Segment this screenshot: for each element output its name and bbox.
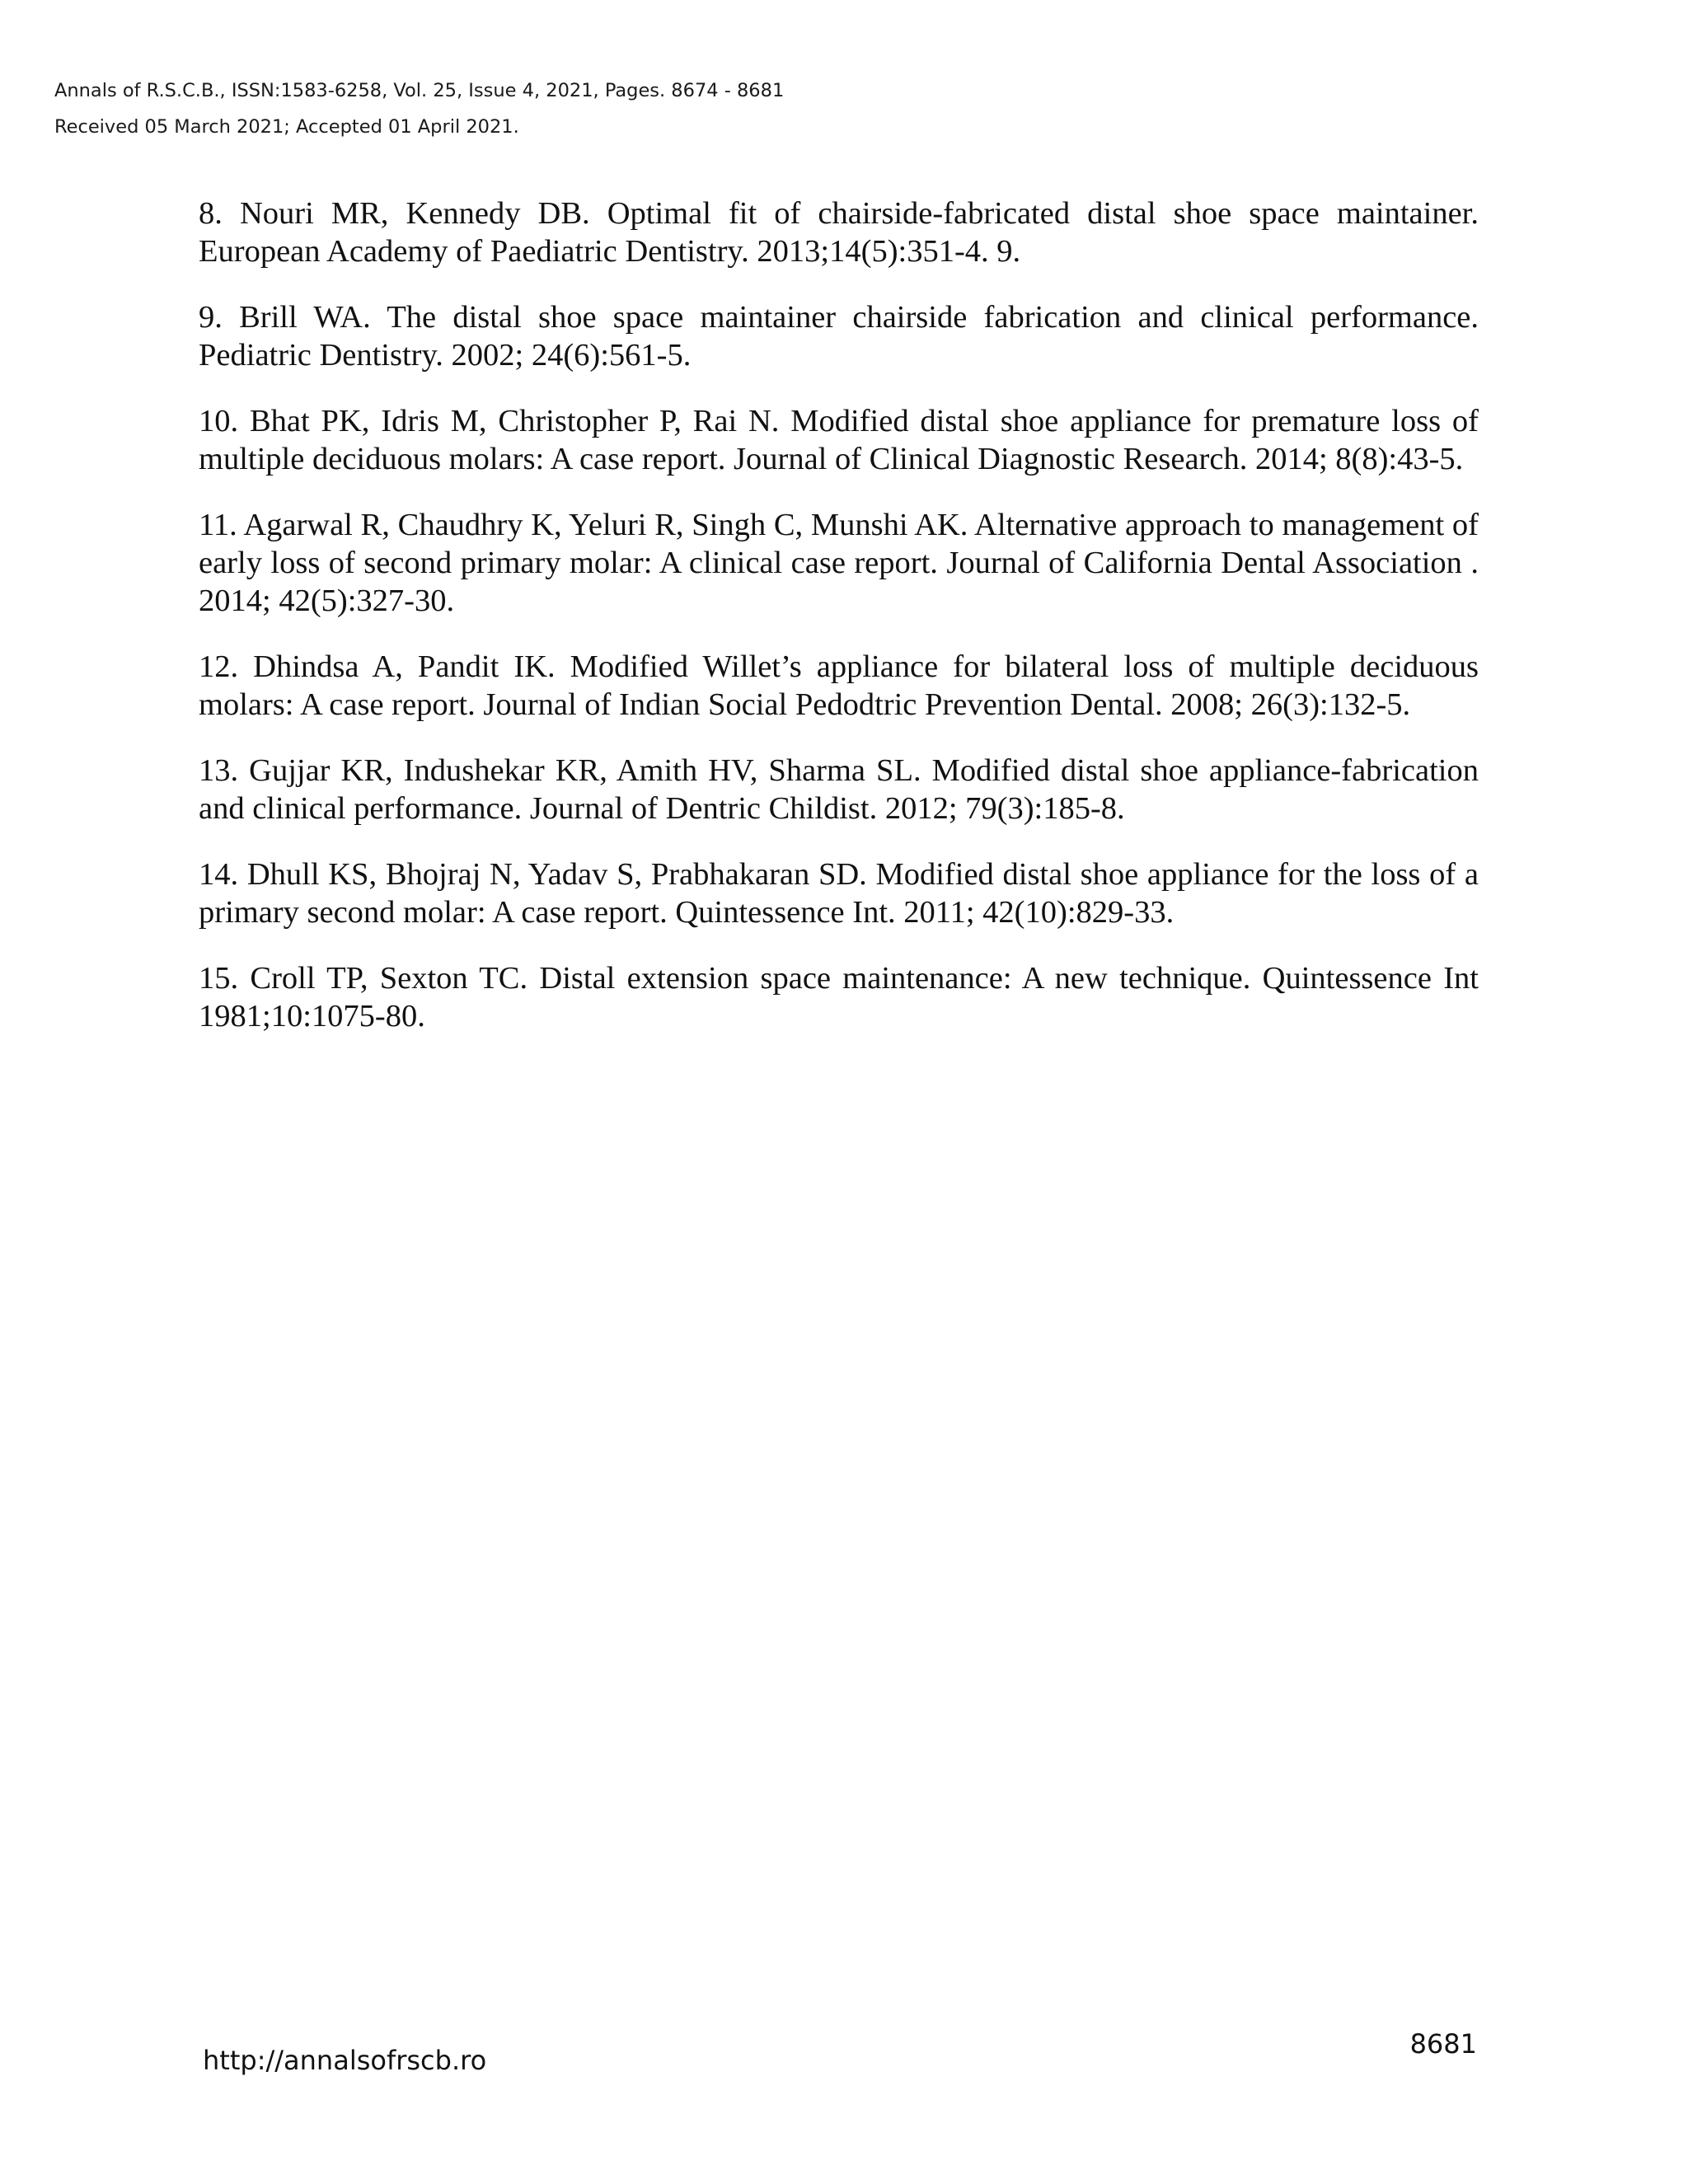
reference-item-12: 12. Dhindsa A, Pandit IK. Modified Willet’s appliance for bilateral loss of multiple deciduous molars: A case report. Journal of Indian Social Pedodtric Prevention Dental. 2008; 26(3):132-5. [199, 649, 1479, 722]
page-number: 8681 [1409, 2028, 1477, 2060]
reference-item-13: 13. Gujjar KR, Indushekar KR, Amith HV, Sharma SL. Modified distal shoe appliance-fabrication and clinical performance. Journal of Dentric Childist. 2012; 79(3):185-8. [199, 753, 1479, 826]
reference-item-14: 14. Dhull KS, Bhojraj N, Yadav S, Prabhakaran SD. Modified distal shoe appliance for the loss of a primary second molar: A case report. Quintessence Int. 2011; 42(10):829-33. [199, 857, 1479, 930]
journal-citation-line: Annals of R.S.C.B., ISSN:1583-6258, Vol. 25, Issue 4, 2021, Pages. 8674 - 8681 [54, 80, 785, 101]
received-accepted-line: Received 05 March 2021; Accepted 01 April 2021. [54, 116, 519, 138]
reference-item-9: 9. Brill WA. The distal shoe space maintainer chairside fabrication and clinical performance. Pediatric Dentistry. 2002; 24(6):561-5. [199, 300, 1479, 373]
reference-item-10: 10. Bhat PK, Idris M, Christopher P, Rai N. Modified distal shoe appliance for premature loss of multiple deciduous molars: A case report. Journal of Clinical Diagnostic Research. 2014; 8(8):43-5. [199, 404, 1479, 476]
footer-url-link[interactable]: http://annalsofrscb.ro [203, 2045, 487, 2076]
reference-item-15: 15. Croll TP, Sexton TC. Distal extension space maintenance: A new technique. Quintessence Int 1981;10:1075-80. [199, 961, 1479, 1033]
reference-item-8: 8. Nouri MR, Kennedy DB. Optimal fit of chairside-fabricated distal shoe space maintainer. European Academy of Paediatric Dentistry. 2013;14(5):351-4. 9. [199, 196, 1479, 269]
reference-list [199, 194, 1479, 1063]
running-header [54, 73, 784, 145]
reference-item-11: 11. Agarwal R, Chaudhry K, Yeluri R, Singh C, Munshi AK. Alternative approach to management of early loss of second primary molar: A clinical case report. Journal of California Dental Association . 2014; 42(5):327-30. [199, 508, 1479, 618]
